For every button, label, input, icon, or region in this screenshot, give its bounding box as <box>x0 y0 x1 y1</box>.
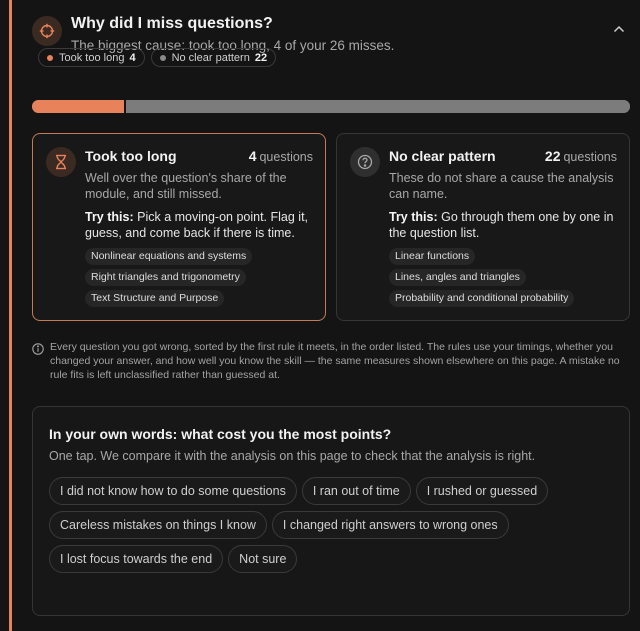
section-title: Why did I miss questions? <box>71 15 273 32</box>
chip-label: Took too long <box>59 51 125 64</box>
chevron-up-icon <box>613 25 625 33</box>
card-title: No clear pattern <box>389 148 496 164</box>
skill-tag: Lines, angles and triangles <box>389 269 526 286</box>
skill-tag: Nonlinear equations and systems <box>85 248 252 265</box>
summary-chips <box>38 48 276 67</box>
chip-label: No clear pattern <box>171 51 250 64</box>
card-description: These do not share a cause the analysis can name. <box>389 171 614 201</box>
info-icon <box>32 343 44 355</box>
card-tip <box>389 209 617 241</box>
poll-option-rushed[interactable]: I rushed or guessed <box>416 477 549 505</box>
collapse-button[interactable] <box>610 20 628 38</box>
breakdown-segment-no-clear-pattern <box>126 100 630 113</box>
question-mark-icon <box>350 147 380 177</box>
chip-count: 4 <box>129 51 136 64</box>
skill-tags <box>85 248 313 307</box>
chip-no-clear-pattern <box>151 48 277 67</box>
breakdown-segment-took-too-long <box>32 100 124 113</box>
section-subtitle: The biggest cause: took too long, 4 of your 26 misses. <box>71 38 395 53</box>
methodology-note <box>32 340 628 382</box>
crosshair-icon <box>32 16 62 46</box>
card-tip-text: Go through them one by one in the question list. <box>389 210 614 240</box>
poll-subtitle: One tap. We compare it with the analysis on this page to check that the analysis is right. <box>49 449 536 463</box>
poll-option-lost-focus[interactable]: I lost focus towards the end <box>49 545 223 573</box>
poll-option-did-not-know[interactable]: I did not know how to do some questions <box>49 477 297 505</box>
cause-card-took-too-long[interactable] <box>32 133 326 321</box>
skill-tags <box>389 248 617 307</box>
accent-bar <box>9 0 12 631</box>
card-count <box>545 148 617 164</box>
poll-option-changed-answers[interactable]: I changed right answers to wrong ones <box>272 511 509 539</box>
card-count-value: 22 <box>544 148 561 164</box>
cause-card-no-clear-pattern[interactable] <box>336 133 630 321</box>
poll-options <box>49 477 569 573</box>
status-dot <box>47 55 53 61</box>
skill-tag: Text Structure and Purpose <box>85 290 224 307</box>
card-tip-label: Try this: <box>389 210 438 224</box>
skill-tag: Linear functions <box>389 248 475 265</box>
poll-option-ran-out-of-time[interactable]: I ran out of time <box>302 477 411 505</box>
poll-option-careless-mistakes[interactable]: Careless mistakes on things I know <box>49 511 267 539</box>
card-title: Took too long <box>85 148 177 164</box>
poll-title: In your own words: what cost you the most points? <box>49 426 392 442</box>
card-tip <box>85 209 313 241</box>
card-tip-label: Try this: <box>85 210 134 224</box>
card-count-unit: questions <box>259 150 313 164</box>
skill-tag: Right triangles and trigonometry <box>85 269 246 286</box>
card-tip-text: Pick a moving-on point. Flag it, guess, and come back if there is time. <box>85 210 309 240</box>
status-dot <box>160 55 166 61</box>
chip-took-too-long <box>38 48 145 67</box>
poll-option-not-sure[interactable]: Not sure <box>228 545 297 573</box>
skill-tag: Probability and conditional probability <box>389 290 574 307</box>
hourglass-icon <box>46 147 76 177</box>
card-count-value: 4 <box>248 148 257 164</box>
chip-count: 22 <box>254 51 268 64</box>
breakdown-bar <box>32 100 630 113</box>
card-description: Well over the question's share of the module, and still missed. <box>85 171 287 201</box>
self-report-poll <box>32 406 630 616</box>
card-count-unit: questions <box>563 150 617 164</box>
card-count <box>249 148 313 164</box>
methodology-text: Every question you got wrong, sorted by the first rule it meets, in the order listed. The rules use your timings, whether you changed your answer, and how well you know the skill — the same measures shown elsewhere on this page. A mistake no rule fits is left unclassified rather than guessed at. <box>50 341 620 381</box>
